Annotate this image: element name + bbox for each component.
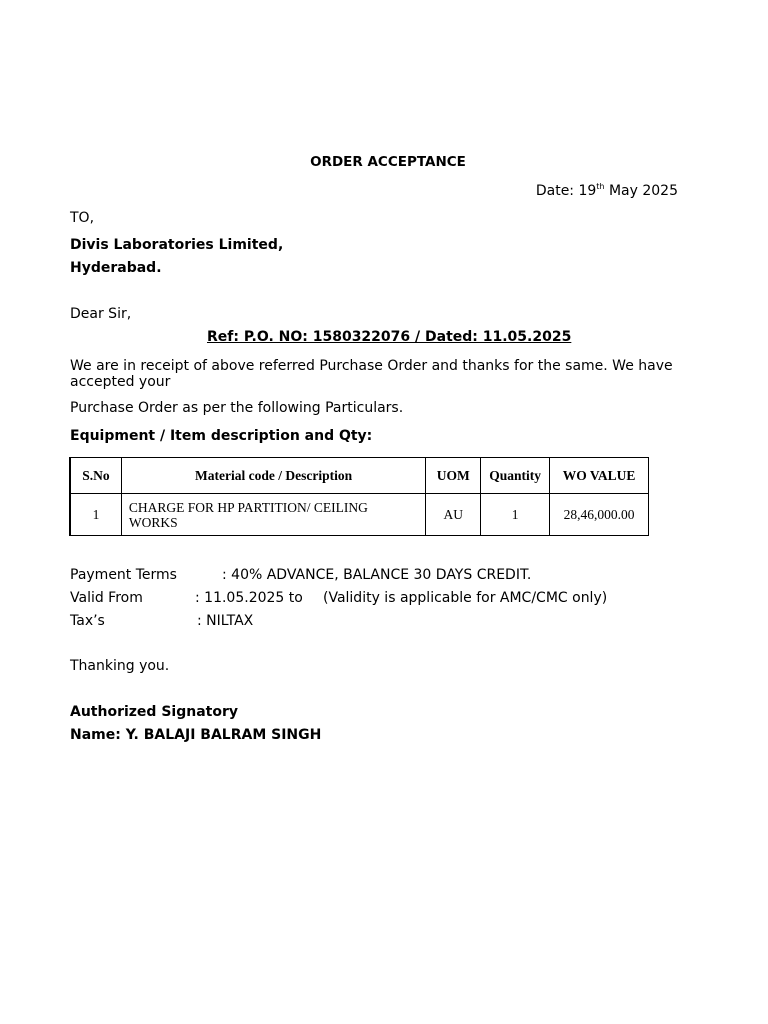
recipient-city: Hyderabad.	[70, 260, 162, 276]
date-month-year: May 2025	[604, 183, 678, 199]
tax-label: Tax’s	[70, 613, 105, 629]
salutation: Dear Sir,	[70, 306, 132, 322]
document-date	[536, 182, 678, 199]
table-header-row	[70, 458, 649, 494]
header-wo-value: WO VALUE	[550, 458, 649, 494]
date-prefix: Date: 19	[535, 183, 597, 199]
valid-from-value: : 11.05.2025 to	[195, 590, 303, 606]
body-paragraph-2: Purchase Order as per the following Particulars.	[70, 400, 404, 416]
items-table	[69, 457, 649, 536]
body-paragraph-1: We are in receipt of above referred Purchase Order and thanks for the same. We have accepted your	[70, 358, 673, 390]
recipient-to: TO,	[70, 210, 95, 226]
section-title: Equipment / Item description and Qty:	[70, 428, 373, 444]
date-ordinal-suffix: th	[596, 182, 605, 191]
po-reference: Ref: P.O. NO: 1580322076 / Dated: 11.05.2025	[207, 329, 572, 345]
document-title: ORDER ACCEPTANCE	[310, 154, 466, 170]
recipient-company: Divis Laboratories Limited,	[70, 237, 284, 253]
cell-sno: 1	[70, 494, 121, 536]
header-quantity: Quantity	[481, 458, 550, 494]
header-description: Material code / Description	[121, 458, 425, 494]
validity-note: (Validity is applicable for AMC/CMC only)	[323, 590, 608, 606]
cell-quantity: 1	[481, 494, 550, 536]
closing-text: Thanking you.	[70, 658, 170, 674]
valid-from-label: Valid From	[70, 590, 143, 606]
signatory-title: Authorized Signatory	[70, 704, 238, 720]
tax-value: : NILTAX	[197, 613, 254, 629]
cell-wo-value: 28,46,000.00	[550, 494, 649, 536]
payment-terms-label: Payment Terms	[70, 567, 177, 583]
header-sno: S.No	[70, 458, 121, 494]
table-row	[70, 494, 649, 536]
payment-terms-value: : 40% ADVANCE, BALANCE 30 DAYS CREDIT.	[222, 567, 532, 583]
header-uom: UOM	[426, 458, 481, 494]
signatory-name: Name: Y. BALAJI BALRAM SINGH	[70, 727, 322, 743]
cell-description: CHARGE FOR HP PARTITION/ CEILING WORKS	[121, 494, 425, 536]
cell-uom: AU	[426, 494, 481, 536]
